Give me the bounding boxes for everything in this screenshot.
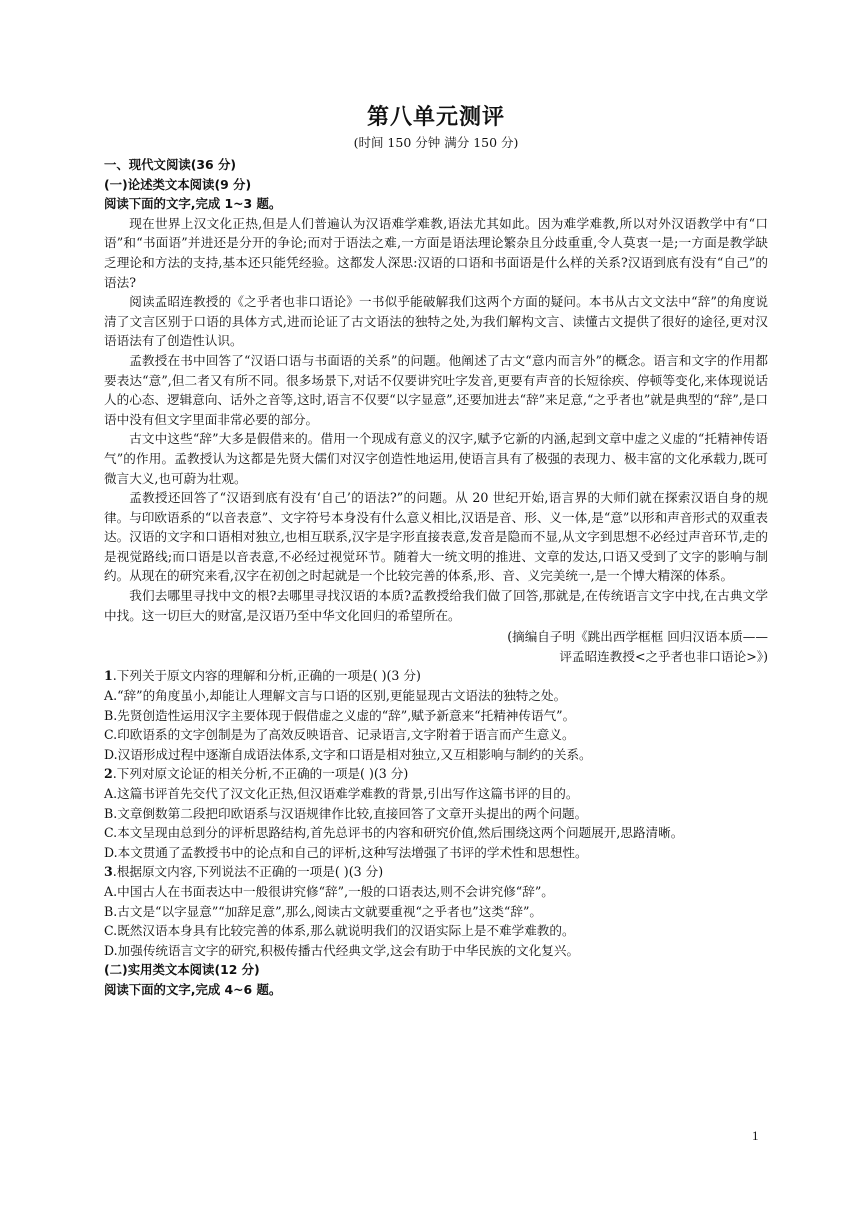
passage-paragraph: 阅读孟昭连教授的《之乎者也非口语论》一书似乎能破解我们这两个方面的疑问。本书从古文文法中“辞”的角度说清了文言区别于口语的具体方式,进而论证了古文语法的独特之处,为我们解构文言、读懂古文提供了很好的途径,更对汉语语法有了创造性认识。	[104, 294, 768, 349]
answer-option: B.先贤创造性运用汉字主要体现于假借虚之义虚的“辞”,赋予新意来“托精神传语气”。	[104, 707, 576, 723]
subsection-heading: (二)实用类文本阅读(12 分)	[104, 962, 260, 978]
page-number: 1	[752, 1128, 759, 1143]
answer-option: A.“辞”的角度虽小,却能让人理解文言与口语的区别,更能显现古文语法的独特之处。	[104, 688, 567, 704]
section-heading: 一、现代文阅读(36 分)	[104, 157, 237, 172]
question-number: 3	[104, 864, 113, 880]
question-stem	[104, 862, 768, 882]
answer-option: C.既然汉语本身具有比较完善的体系,那么就说明我们的汉语实际上是不难学难教的。	[104, 923, 575, 939]
answer-option: C.印欧语系的文字创制是为了高效反映语音、记录语言,文字附着于语言而产生意义。	[104, 727, 575, 743]
reading-instruction: 阅读下面的文字,完成 1~3 题。	[104, 196, 282, 212]
question-text: .下列对原文论证的相关分析,不正确的一项是( )(3 分)	[112, 766, 409, 782]
question-text: .下列关于原文内容的理解和分析,正确的一项是( )(3 分)	[112, 668, 421, 684]
question-stem	[104, 764, 768, 784]
time-and-score: (时间 150 分钟 满分 150 分)	[353, 135, 519, 150]
question-number: 2	[104, 766, 113, 782]
passage-paragraph: 古文中这些“辞”大多是假借来的。借用一个现成有意义的汉字,赋予它新的内涵,起到文章中虚之义虚的“托精神传语气”的作用。孟教授认为这都是先贤大儒们对汉字创造性地运用,使语言具有了极强的表现力、极丰富的文化承载力,既可微言大义,也可蔚为壮观。	[104, 431, 768, 486]
answer-option: D.本文贯通了孟教授书中的论点和自己的评析,这种写法增强了书评的学术性和思想性。	[104, 844, 588, 860]
question-stem	[104, 666, 768, 686]
document-content	[104, 103, 768, 1000]
answer-option: A.中国古人在书面表达中一般很讲究修“辞”,一般的口语表达,则不会讲究修“辞”。	[104, 883, 554, 899]
answer-option: D.汉语形成过程中逐渐自成语法体系,文字和口语是相对独立,又互相影响与制约的关系。	[104, 746, 592, 762]
passage-paragraph: 孟教授还回答了“汉语到底有没有‘自己’的语法?”的问题。从 20 世纪开始,语言界的大师们就在探索汉语自身的规律。与印欧语系的“以音表意”、文字符号本身没有什么意义相比,汉语是音、形、义一体,是“意”以形和声音形式的双重表达。汉语的文字和口语相对独立,也相互联系,汉字是字形直接表意,发音是隐而不显,从文字到思想不必经过声音环节,走的是视觉路线;而口语是以音表意,不必经过视觉环节。随着大一统文明的推进、文章的发达,口语又受到了文字的影响与制约。从现在的研究来看,汉字在初创之时起就是一个比较完善的体系,形、音、义完美统一,是一个博大精深的体系。	[104, 490, 768, 584]
page-title: 第八单元测评	[366, 105, 505, 130]
answer-option: B.古文是“以字显意”“加辞足意”,那么,阅读古文就要重视“之乎者也”这类“辞”。	[104, 903, 542, 919]
source-citation-line: (摘编自子明《跳出西学框框 回归汉语本质——	[507, 629, 768, 645]
answer-option: D.加强传统语言文字的研究,积极传播古代经典文学,这会有助于中华民族的文化复兴。	[104, 942, 580, 958]
answer-option: A.这篇书评首先交代了汉文化正热,但汉语难学难教的背景,引出写作这篇书评的目的。	[104, 786, 579, 801]
subsection-heading: (一)论述类文本阅读(9 分)	[104, 176, 252, 192]
question-text: .根据原文内容,下列说法不正确的一项是( )(3 分)	[112, 864, 384, 880]
passage-paragraph: 孟教授在书中回答了“汉语口语与书面语的关系”的问题。他阐述了古文“意内而言外”的概念。语言和文字的作用都要表达“意”,但二者又有所不同。很多场景下,对话不仅要讲究吐字发音,更要有声音的长短徐疾、停顿等变化,来体现说话人的心态、逻辑意向、话外之音等,这时,语言不仅要“以字显意”,还要加进去“辞”来足意,“之乎者也”就是典型的“辞”,是口语中没有但文字里面非常必要的部分。	[104, 352, 768, 427]
passage-paragraph: 现在世界上汉文化正热,但是人们普遍认为汉语难学难教,语法尤其如此。因为难学难教,所以对外汉语教学中有“口语”和“书面语”并进还是分开的争论;而对于语法之难,一方面是语法理论繁杂且分歧重重,令人莫衷一是;一方面是教学缺乏理论和方法的支持,基本还只能凭经验。这都发人深思:汉语的口语和书面语是什么样的关系?汉语到底有没有“自己”的语法?	[104, 215, 768, 290]
reading-instruction: 阅读下面的文字,完成 4~6 题。	[104, 981, 282, 997]
passage-paragraph: 我们去哪里寻找中文的根?去哪里寻找汉语的本质?孟教授给我们做了回答,那就是,在传统语言文字中找,在古典文学中找。这一切巨大的财富,是汉语乃至中华文化回归的希望所在。	[104, 588, 768, 623]
answer-option: C.本文呈现由总到分的评析思路结构,首先总评书的内容和研究价值,然后围绕这两个问题展开,思路清晰。	[104, 825, 684, 841]
question-number: 1	[104, 668, 113, 684]
answer-option: B.文章倒数第二段把印欧语系与汉语规律作比较,直接回答了文章开头提出的两个问题。	[104, 805, 588, 821]
source-citation-line: 评孟昭连教授<之乎者也非口语论>》)	[559, 648, 768, 664]
